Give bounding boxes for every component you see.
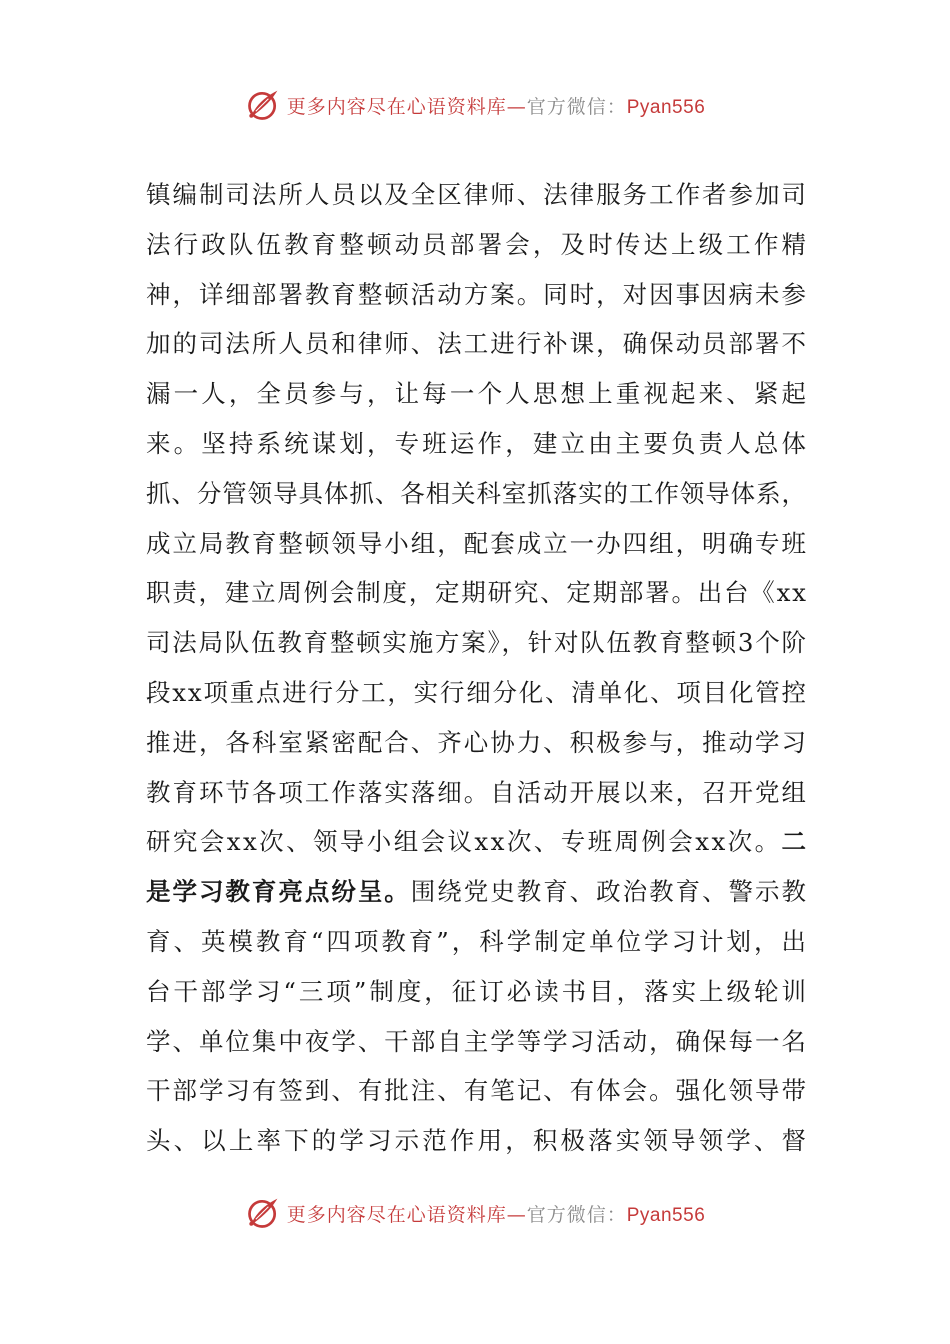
text-line: 头、以上率下的学习示范作用，积极落实领导领学、督 (146, 1126, 810, 1156)
footer-banner-content (245, 1195, 706, 1231)
banner-main-text: 更多内容尽在心语资料库 (286, 1203, 507, 1226)
text-line: 法行政队伍教育整顿动员部署会，及时传达上级工作精 (146, 229, 810, 259)
text-line: 职责，建立周例会制度，定期研究、定期部署。出台《xx (146, 578, 808, 608)
text-line: 育、英模教育“四项教育”，科学制定单位学习计划，出 (146, 926, 809, 956)
banner-main-text: 更多内容尽在心语资料库 (286, 95, 507, 118)
text-line: 神，详细部署教育整顿活动方案。同时，对因事因病未参 (146, 279, 808, 309)
text-line: 成立局教育整顿领导小组，配套成立一办四组，明确专班 (146, 528, 808, 558)
text-line: 学、单位集中夜学、干部自主学等学习活动，确保每一名 (146, 1026, 808, 1056)
text-line: 加的司法所人员和律师、法工进行补课，确保动员部署不 (146, 329, 808, 359)
quill-pen-logo-icon (245, 87, 281, 123)
text-line: 镇编制司法所人员以及全区律师、法律服务工作者参加司 (146, 180, 808, 209)
text-line: 漏一人，全员参与，让每一个人思想上重视起来、紧起 (146, 379, 810, 409)
header-banner (0, 82, 950, 128)
quill-pen-logo-icon (245, 1195, 281, 1231)
text-line: 干部学习有签到、有批注、有笔记、有体会。强化领导带 (146, 1076, 808, 1106)
header-banner-text (287, 92, 706, 119)
text-line: 来。坚持系统谋划，专班运作，建立由主要负责人总体 (146, 428, 810, 458)
text-line: 司法局队伍教育整顿实施方案》，针对队伍教育整顿3个阶 (146, 628, 808, 658)
banner-wechat-id: Pyan556 (626, 96, 706, 118)
document-body (146, 170, 810, 1166)
text-line: 抓、分管领导具体抓、各相关科室抓落实的工作领导体系， (146, 478, 807, 508)
bold-heading: 是学习教育亮点纷呈。 (146, 877, 411, 907)
text-line: 是学习教育亮点纷呈。 围绕党史教育、政治教育、警示教 (146, 867, 806, 917)
text-line: 教育环节各项工作落实落细。自活动开展以来，召开党组 (146, 777, 808, 807)
banner-separator: — (506, 95, 527, 118)
footer-banner-text (287, 1200, 706, 1227)
banner-separator: — (506, 1203, 527, 1226)
footer-banner (0, 1190, 950, 1236)
bold-heading-start: 二 (781, 827, 809, 857)
header-banner-content (245, 87, 706, 123)
text-line: 台干部学习“三项”制度，征订必读书目，落实上级轮训 (146, 976, 809, 1006)
banner-wechat-id: Pyan556 (626, 1204, 706, 1226)
banner-label: 官方微信： (526, 1203, 627, 1226)
banner-label: 官方微信： (526, 95, 627, 118)
text-line: 推进，各科室紧密配合、齐心协力、积极参与，推动学习 (146, 727, 808, 757)
text-line: 研究会xx次、领导小组会议xx次、专班周例会xx次。 二 (146, 817, 806, 867)
text-line: 段xx项重点进行分工，实行细分化、清单化、项目化管控 (146, 677, 808, 707)
